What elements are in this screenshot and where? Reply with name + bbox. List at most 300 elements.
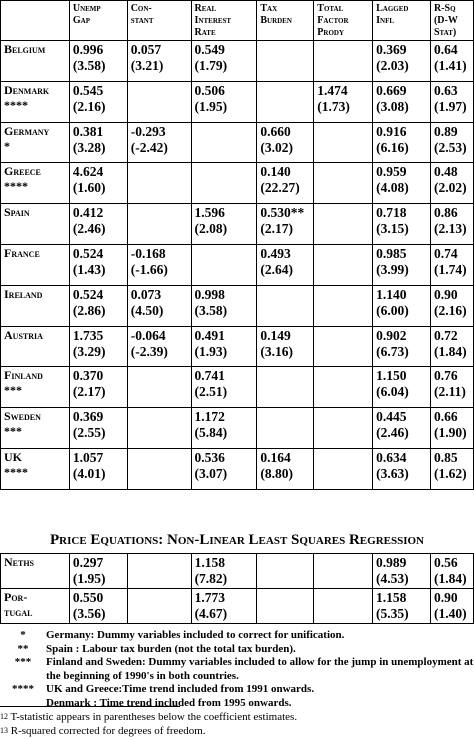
value-cell	[314, 448, 373, 489]
value-cell	[314, 204, 373, 245]
value-cell	[257, 244, 314, 285]
coefficient: 0.536	[194, 449, 225, 465]
coefficient: 0.545	[72, 82, 104, 98]
header-line: Tax	[260, 3, 278, 14]
value-cell	[314, 589, 373, 624]
table-row	[1, 408, 474, 449]
coefficient: 1.140	[376, 286, 407, 302]
country-cell	[1, 408, 70, 449]
value-cell	[127, 408, 191, 449]
value-cell	[430, 589, 473, 624]
value-cell	[69, 589, 127, 624]
value-cell	[257, 163, 314, 204]
t-statistic: (1.84)	[433, 343, 467, 359]
value-cell	[314, 244, 373, 285]
header-row	[1, 1, 474, 41]
column-header	[373, 1, 431, 41]
header-line: Unemp	[72, 3, 101, 14]
coefficient: 1.150	[376, 368, 407, 384]
t-statistic: (2.13)	[433, 221, 467, 237]
note-row	[0, 656, 474, 683]
coefficient: 0.370	[72, 368, 104, 384]
t-statistic: (3.58)	[72, 58, 106, 73]
coefficient: -0.064	[130, 327, 166, 343]
value-cell	[314, 285, 373, 326]
t-statistic: (1.41)	[433, 58, 467, 73]
country-mark: ***	[4, 383, 22, 398]
t-statistic: (3.15)	[376, 221, 409, 237]
coefficient: 1.057	[72, 449, 104, 465]
coefficient: 1.773	[194, 590, 225, 605]
value-cell	[127, 244, 191, 285]
coefficient: 0.998	[194, 286, 225, 302]
t-statistic: (3.21)	[130, 58, 164, 73]
value-cell	[430, 554, 473, 589]
t-statistic: (-1.66)	[130, 261, 168, 277]
value-cell	[191, 326, 257, 367]
value-cell	[69, 41, 127, 82]
coefficient: 0.76	[433, 368, 458, 384]
country-cell	[1, 81, 70, 122]
value-cell	[373, 204, 431, 245]
coefficient: 0.86	[433, 205, 458, 221]
value-cell	[69, 244, 127, 285]
t-statistic: (3.63)	[376, 465, 409, 481]
footnote-divider	[0, 706, 180, 707]
country-name: Denmark	[4, 82, 50, 97]
table-row	[1, 367, 474, 408]
t-statistic: (-2.39)	[130, 343, 168, 359]
coefficient: 0.524	[72, 286, 104, 302]
note-row	[0, 697, 474, 711]
value-cell	[314, 326, 373, 367]
value-cell	[191, 367, 257, 408]
value-cell	[257, 554, 314, 589]
value-cell	[257, 285, 314, 326]
t-statistic: (-2.42)	[130, 139, 168, 155]
table-row	[1, 122, 474, 163]
coefficient: 1.735	[72, 327, 104, 343]
value-cell	[69, 163, 127, 204]
t-statistic: (3.02)	[260, 139, 293, 155]
table-row	[1, 326, 474, 367]
coefficient: 0.669	[376, 82, 407, 98]
t-statistic: (2.64)	[260, 261, 293, 277]
note-mark: **	[17, 642, 29, 655]
column-header	[69, 1, 127, 41]
coefficient: 0.85	[433, 449, 458, 465]
country-cell	[1, 589, 70, 624]
country-cell	[1, 163, 70, 204]
t-statistic: (1.95)	[194, 98, 228, 114]
value-cell	[373, 244, 431, 285]
t-statistic: (2.51)	[194, 384, 228, 400]
header-line: Stat)	[433, 27, 457, 38]
value-cell	[430, 367, 473, 408]
value-cell	[257, 122, 314, 163]
country-name: Spain	[4, 205, 30, 220]
section-title: Price Equations: Non-Linear Least Squares Regression	[49, 532, 424, 548]
value-cell	[257, 448, 314, 489]
t-statistic: (2.17)	[72, 384, 106, 400]
value-cell	[257, 81, 314, 122]
t-statistic: (2.08)	[194, 221, 228, 237]
footnote-text: R-squared corrected for degrees of freedom.	[8, 725, 206, 737]
value-cell	[69, 326, 127, 367]
country-cell	[1, 554, 70, 589]
coefficient: 0.506	[194, 82, 225, 98]
t-statistic: (3.29)	[72, 343, 106, 359]
column-header	[257, 1, 314, 41]
coefficient: 0.989	[376, 555, 407, 570]
country-cell	[1, 122, 70, 163]
t-statistic: (1.62)	[433, 465, 467, 481]
value-cell	[191, 204, 257, 245]
table-row	[1, 81, 474, 122]
coefficient: 0.634	[376, 449, 407, 465]
coefficient: 0.90	[433, 286, 458, 302]
coefficient: 1.596	[194, 205, 225, 221]
value-cell	[191, 41, 257, 82]
coefficient: 0.902	[376, 327, 407, 343]
column-header	[127, 1, 191, 41]
note-mark: *	[20, 629, 26, 641]
value-cell	[430, 41, 473, 82]
coefficient: 0.959	[376, 164, 407, 180]
t-statistic: (1.93)	[194, 343, 228, 359]
coefficient: 0.89	[433, 123, 458, 139]
header-line: Con-	[130, 3, 152, 14]
value-cell	[314, 122, 373, 163]
value-cell	[191, 163, 257, 204]
value-cell	[373, 326, 431, 367]
coefficient: 0.550	[72, 590, 104, 605]
country-cell	[1, 204, 70, 245]
value-cell	[127, 448, 191, 489]
note-row	[0, 643, 474, 657]
coefficient: 0.63	[433, 82, 458, 98]
note-mark: ****	[12, 683, 34, 695]
coefficient: 0.660	[260, 123, 291, 139]
coefficient: 1.474	[317, 82, 348, 98]
t-statistic: (4.53)	[376, 571, 409, 586]
note-text: Germany: Dummy variables included to correct for unification.	[46, 629, 345, 641]
coefficient: 0.524	[72, 245, 104, 261]
footnote-text: T-statistic appears in parentheses below the coefficient estimates.	[8, 711, 298, 723]
note-mark	[0, 697, 46, 711]
coefficient: 0.164	[260, 449, 291, 465]
value-cell	[430, 244, 473, 285]
value-cell	[373, 554, 431, 589]
coefficient: 1.158	[194, 555, 225, 570]
t-statistic: (4.67)	[194, 606, 228, 621]
value-cell	[127, 41, 191, 82]
note-text: Denmark : Time trend included from 1995 onwards.	[46, 696, 292, 709]
coefficient: 0.66	[433, 409, 458, 425]
t-statistic: (2.17)	[260, 221, 293, 237]
value-cell	[430, 163, 473, 204]
t-statistic: (5.84)	[194, 425, 228, 441]
header-line: Factor	[317, 15, 349, 26]
country-name: Belgium	[4, 42, 46, 56]
t-statistic: (1.79)	[194, 58, 228, 73]
note-mark: ***	[14, 656, 32, 668]
coefficient: 0.149	[260, 327, 291, 343]
country-cell	[1, 448, 70, 489]
t-statistic: (2.46)	[376, 425, 409, 441]
t-statistic: (2.53)	[433, 139, 467, 155]
footnote-number: 13	[0, 726, 8, 735]
value-cell	[69, 554, 127, 589]
header-line: Real	[194, 3, 217, 14]
t-statistic: (1.90)	[433, 425, 467, 441]
value-cell	[257, 367, 314, 408]
country-name: Ireland	[4, 286, 43, 301]
column-header	[314, 1, 373, 41]
value-cell	[191, 81, 257, 122]
t-statistic: (1.60)	[72, 180, 106, 196]
header-line: Interest	[194, 15, 232, 26]
country-name: Austria	[4, 327, 43, 342]
country-name: Sweden	[4, 409, 41, 424]
country-cell	[1, 244, 70, 285]
value-cell	[430, 122, 473, 163]
t-statistic: (3.16)	[260, 343, 293, 359]
coefficient: 1.158	[376, 590, 407, 605]
coefficient: 0.90	[433, 590, 458, 605]
coefficient: 0.445	[376, 409, 407, 425]
value-cell	[191, 448, 257, 489]
value-cell	[430, 81, 473, 122]
value-cell	[127, 367, 191, 408]
country-name: Greece	[4, 164, 41, 179]
coefficient: -0.293	[130, 123, 166, 139]
note-row	[0, 683, 474, 697]
value-cell	[69, 204, 127, 245]
note-row	[0, 629, 474, 643]
t-statistic: (2.46)	[72, 221, 106, 237]
header-line: Gap	[72, 15, 90, 26]
table-row	[1, 285, 474, 326]
value-cell	[127, 81, 191, 122]
value-cell	[191, 554, 257, 589]
footnote-number: 12	[0, 712, 8, 721]
t-statistic: (2.16)	[433, 302, 467, 318]
value-cell	[127, 589, 191, 624]
value-cell	[373, 285, 431, 326]
country-name: UK	[4, 449, 22, 464]
value-cell	[373, 122, 431, 163]
country-cell	[1, 326, 70, 367]
note-text: Spain : Labour tax burden (not the total tax burden).	[46, 642, 296, 655]
header-line: R-Sq	[433, 3, 456, 14]
note-text: UK and Greece:Time trend included from 1991 onwards.	[46, 683, 315, 695]
t-statistic: (1.43)	[72, 261, 106, 277]
note-text: Finland and Sweden: Dummy variables included to allow for the jump in unemployment at the beginning of 1990's in both countries.	[46, 656, 474, 682]
value-cell	[430, 204, 473, 245]
coefficient: 0.412	[72, 205, 104, 221]
footnotes	[0, 710, 297, 738]
value-cell	[430, 408, 473, 449]
t-statistic: (5.35)	[376, 606, 409, 621]
value-cell	[314, 81, 373, 122]
value-cell	[373, 408, 431, 449]
t-statistic: (6.04)	[376, 384, 409, 400]
coefficient: 0.381	[72, 123, 104, 139]
t-statistic: (4.08)	[376, 180, 409, 196]
t-statistic: (7.82)	[194, 571, 228, 586]
price-equations-table	[0, 553, 474, 624]
t-statistic: (1.40)	[433, 606, 467, 621]
value-cell	[69, 448, 127, 489]
value-cell	[191, 589, 257, 624]
value-cell	[127, 554, 191, 589]
value-cell	[373, 448, 431, 489]
t-statistic: (2.16)	[72, 98, 106, 114]
value-cell	[373, 367, 431, 408]
country-name: Germany	[4, 123, 50, 138]
t-statistic: (3.99)	[376, 261, 409, 277]
column-header	[1, 1, 70, 41]
coefficient: 0.297	[72, 555, 104, 570]
t-statistic: (1.74)	[433, 261, 467, 277]
header-line: Infl	[376, 15, 395, 26]
value-cell	[127, 285, 191, 326]
country-name: Neths	[4, 555, 35, 569]
coefficient: 1.172	[194, 409, 225, 425]
value-cell	[127, 326, 191, 367]
value-cell	[314, 367, 373, 408]
header-line: stant	[130, 15, 154, 26]
t-statistic: (2.11)	[433, 384, 466, 400]
value-cell	[314, 41, 373, 82]
t-statistic: (4.50)	[130, 302, 164, 318]
coefficient: 0.491	[194, 327, 225, 343]
country-name: France	[4, 245, 40, 260]
t-statistic: (1.73)	[317, 98, 350, 114]
coefficient: 0.057	[130, 42, 162, 57]
coefficient: 0.530**	[260, 205, 305, 221]
header-line: Prody	[317, 27, 344, 38]
coefficient: 0.916	[376, 123, 407, 139]
coefficient: 0.72	[433, 327, 458, 343]
country-cell	[1, 367, 70, 408]
t-statistic: (2.86)	[72, 302, 106, 318]
value-cell	[314, 408, 373, 449]
value-cell	[314, 163, 373, 204]
value-cell	[314, 554, 373, 589]
coefficient: 0.140	[260, 164, 291, 180]
t-statistic: (1.95)	[72, 571, 106, 586]
value-cell	[127, 122, 191, 163]
coefficient: 4.624	[72, 164, 104, 180]
value-cell	[127, 204, 191, 245]
coefficient: 0.369	[72, 409, 104, 425]
coefficient: 0.74	[433, 245, 458, 261]
value-cell	[373, 81, 431, 122]
country-mark: ****	[4, 97, 28, 112]
t-statistic: (4.01)	[72, 465, 106, 481]
coefficient: 0.64	[433, 42, 458, 57]
country-mark: tugal	[4, 605, 33, 619]
value-cell	[430, 326, 473, 367]
table-row	[1, 589, 474, 624]
country-mark: ****	[4, 179, 28, 194]
t-statistic: (2.55)	[72, 425, 106, 441]
coefficient: 0.56	[433, 555, 458, 570]
t-statistic: (3.58)	[194, 302, 228, 318]
value-cell	[191, 244, 257, 285]
value-cell	[373, 41, 431, 82]
t-statistic: (1.84)	[433, 571, 467, 586]
country-mark: ****	[4, 464, 28, 479]
t-statistic: (6.16)	[376, 139, 409, 155]
t-statistic: (2.03)	[376, 58, 409, 73]
coefficient: 0.985	[376, 245, 407, 261]
country-name: Por-	[4, 590, 28, 604]
coefficient: 0.741	[194, 368, 225, 384]
value-cell	[69, 81, 127, 122]
header-line: Rate	[194, 27, 216, 38]
value-cell	[191, 122, 257, 163]
value-cell	[257, 408, 314, 449]
footnote	[0, 724, 297, 738]
value-cell	[69, 408, 127, 449]
value-cell	[69, 367, 127, 408]
country-name: Finland	[4, 368, 43, 383]
coefficient: 0.48	[433, 164, 458, 180]
value-cell	[257, 204, 314, 245]
coefficient: 0.718	[376, 205, 407, 221]
coefficient: 0.369	[376, 42, 407, 57]
t-statistic: (8.80)	[260, 465, 293, 481]
table-row	[1, 41, 474, 82]
t-statistic: (3.28)	[72, 139, 106, 155]
value-cell	[69, 285, 127, 326]
value-cell	[191, 408, 257, 449]
value-cell	[127, 163, 191, 204]
country-mark: *	[4, 138, 10, 153]
value-cell	[430, 285, 473, 326]
header-line: Lagged	[376, 3, 409, 14]
table-row	[1, 554, 474, 589]
t-statistic: (22.27)	[260, 180, 300, 196]
t-statistic: (6.73)	[376, 343, 409, 359]
table-notes	[0, 629, 474, 710]
coefficient: 0.073	[130, 286, 162, 302]
value-cell	[373, 163, 431, 204]
value-cell	[257, 326, 314, 367]
header-line: Burden	[260, 15, 292, 26]
coefficient: 0.549	[194, 42, 225, 57]
coefficient: 0.996	[72, 42, 104, 57]
value-cell	[191, 285, 257, 326]
table-row	[1, 448, 474, 489]
table-row	[1, 163, 474, 204]
table-row	[1, 244, 474, 285]
column-header	[430, 1, 473, 41]
t-statistic: (2.02)	[433, 180, 467, 196]
t-statistic: (3.08)	[376, 98, 409, 114]
value-cell	[257, 41, 314, 82]
coefficient: -0.168	[130, 245, 166, 261]
value-cell	[69, 122, 127, 163]
t-statistic: (6.00)	[376, 302, 409, 318]
column-header	[191, 1, 257, 41]
country-mark: ***	[4, 424, 22, 439]
coefficient: 0.493	[260, 245, 291, 261]
header-line: Total	[317, 3, 344, 14]
